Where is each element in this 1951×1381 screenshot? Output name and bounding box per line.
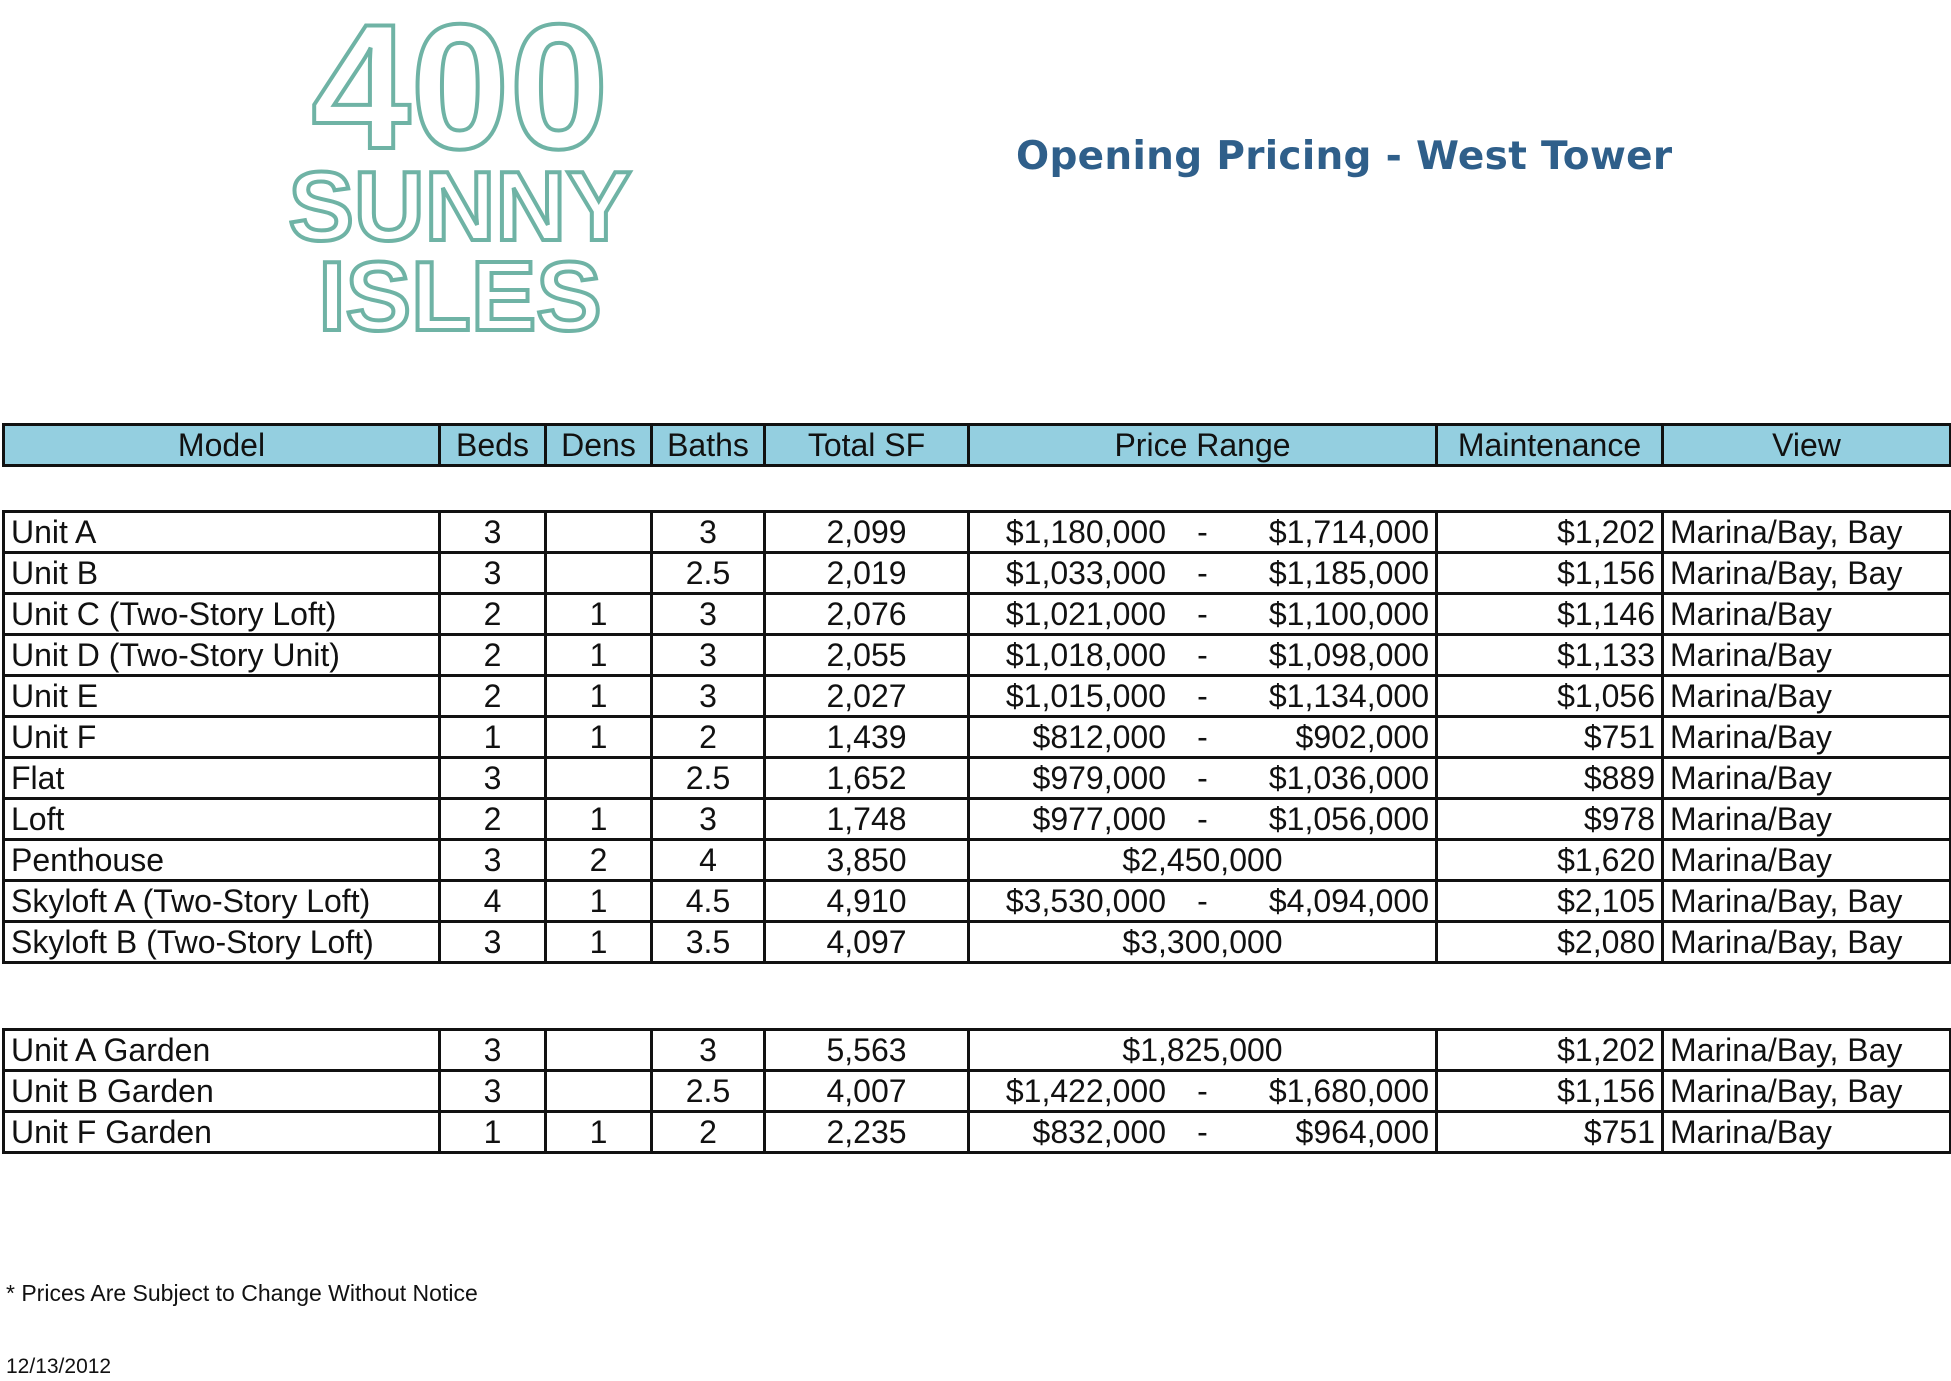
- table-row: [4, 1030, 1951, 1071]
- price-separator: -: [1197, 1072, 1208, 1109]
- cell-total-sf: 2,076: [765, 594, 969, 635]
- cell-beds: 2: [440, 676, 546, 717]
- table-row: [4, 717, 1951, 758]
- cell-maintenance: $2,080: [1437, 922, 1663, 963]
- price-min: $1,180,000: [1005, 513, 1166, 550]
- price-max: $902,000: [1295, 718, 1429, 755]
- cell-price-range: [969, 758, 1437, 799]
- table-row: [4, 799, 1951, 840]
- price-max: $4,094,000: [1268, 882, 1429, 919]
- cell-dens: 1: [546, 594, 652, 635]
- cell-baths: 4: [652, 840, 765, 881]
- page-title: Opening Pricing - West Tower: [1016, 134, 1673, 179]
- cell-baths: 2: [652, 717, 765, 758]
- price-min: $1,018,000: [1005, 636, 1166, 673]
- cell-dens: 1: [546, 635, 652, 676]
- cell-price-range: [969, 553, 1437, 594]
- cell-view: Marina/Bay, Bay: [1663, 1030, 1951, 1071]
- cell-total-sf: 2,235: [765, 1112, 969, 1153]
- table-row: [4, 594, 1951, 635]
- cell-beds: 1: [440, 1112, 546, 1153]
- price-max: $1,056,000: [1268, 800, 1429, 837]
- cell-dens: [546, 553, 652, 594]
- cell-total-sf: 4,097: [765, 922, 969, 963]
- header-price-range: Price Range: [969, 425, 1437, 466]
- cell-price-range: [969, 1112, 1437, 1153]
- cell-model: Unit F: [4, 717, 440, 758]
- cell-baths: 2: [652, 1112, 765, 1153]
- cell-dens: [546, 1071, 652, 1112]
- table-row: [4, 840, 1951, 881]
- cell-baths: 4.5: [652, 881, 765, 922]
- cell-price-range: [969, 840, 1437, 881]
- cell-view: Marina/Bay, Bay: [1663, 922, 1951, 963]
- date-stamp: 12/13/2012: [6, 1355, 112, 1378]
- cell-dens: [546, 1030, 652, 1071]
- logo-line-isles: ISLES: [318, 241, 602, 338]
- cell-total-sf: 2,055: [765, 635, 969, 676]
- header-dens: Dens: [546, 425, 652, 466]
- cell-baths: 3: [652, 799, 765, 840]
- price-min: $1,015,000: [1005, 677, 1166, 714]
- header-total-sf: Total SF: [765, 425, 969, 466]
- cell-dens: 1: [546, 717, 652, 758]
- cell-view: Marina/Bay: [1663, 840, 1951, 881]
- cell-maintenance: $1,620: [1437, 840, 1663, 881]
- price-separator: -: [1197, 1113, 1208, 1150]
- cell-model: Skyloft B (Two-Story Loft): [4, 922, 440, 963]
- price-separator: -: [1197, 595, 1208, 632]
- price-min: $1,021,000: [1005, 595, 1166, 632]
- cell-baths: 3: [652, 512, 765, 553]
- cell-beds: 3: [440, 922, 546, 963]
- price-min: $812,000: [1032, 718, 1166, 755]
- price-max: $964,000: [1295, 1113, 1429, 1150]
- price-min: $979,000: [1032, 759, 1166, 796]
- table-row: [4, 553, 1951, 594]
- cell-price-range: [969, 881, 1437, 922]
- cell-total-sf: 1,652: [765, 758, 969, 799]
- cell-price-range: [969, 635, 1437, 676]
- cell-price-range: [969, 1030, 1437, 1071]
- header-model: Model: [4, 425, 440, 466]
- price-separator: -: [1197, 554, 1208, 591]
- cell-dens: [546, 512, 652, 553]
- cell-price-range: [969, 676, 1437, 717]
- cell-total-sf: 1,439: [765, 717, 969, 758]
- table-row: [4, 512, 1951, 553]
- price-max: $1,100,000: [1268, 595, 1429, 632]
- cell-baths: 2.5: [652, 758, 765, 799]
- price-single: $3,300,000: [1122, 923, 1283, 960]
- cell-beds: 2: [440, 594, 546, 635]
- price-min: $3,530,000: [1005, 882, 1166, 919]
- cell-total-sf: 5,563: [765, 1030, 969, 1071]
- cell-total-sf: 2,099: [765, 512, 969, 553]
- cell-beds: 3: [440, 1030, 546, 1071]
- cell-maintenance: $1,202: [1437, 512, 1663, 553]
- cell-dens: 1: [546, 676, 652, 717]
- table-row: [4, 881, 1951, 922]
- price-max: $1,098,000: [1268, 636, 1429, 673]
- cell-total-sf: 2,027: [765, 676, 969, 717]
- cell-price-range: [969, 594, 1437, 635]
- cell-beds: 3: [440, 553, 546, 594]
- cell-price-range: [969, 717, 1437, 758]
- price-single: $1,825,000: [1122, 1031, 1283, 1068]
- column-header-row: [4, 425, 1951, 466]
- table-row: [4, 758, 1951, 799]
- cell-view: Marina/Bay: [1663, 799, 1951, 840]
- cell-dens: 1: [546, 1112, 652, 1153]
- cell-maintenance: $1,133: [1437, 635, 1663, 676]
- cell-beds: 3: [440, 758, 546, 799]
- cell-maintenance: $751: [1437, 717, 1663, 758]
- cell-model: Unit B: [4, 553, 440, 594]
- cell-total-sf: 4,910: [765, 881, 969, 922]
- cell-model: Penthouse: [4, 840, 440, 881]
- cell-beds: 3: [440, 1071, 546, 1112]
- cell-view: Marina/Bay, Bay: [1663, 553, 1951, 594]
- cell-baths: 3.5: [652, 922, 765, 963]
- price-min: $977,000: [1032, 800, 1166, 837]
- price-max: $1,185,000: [1268, 554, 1429, 591]
- cell-view: Marina/Bay: [1663, 758, 1951, 799]
- table-row: [4, 1112, 1951, 1153]
- price-separator: -: [1197, 718, 1208, 755]
- cell-beds: 2: [440, 799, 546, 840]
- table-row: [4, 635, 1951, 676]
- cell-baths: 3: [652, 594, 765, 635]
- garden-units-table: [2, 1028, 1951, 1154]
- cell-total-sf: 4,007: [765, 1071, 969, 1112]
- cell-baths: 2.5: [652, 1071, 765, 1112]
- price-min: $1,422,000: [1005, 1072, 1166, 1109]
- cell-view: Marina/Bay, Bay: [1663, 881, 1951, 922]
- cell-maintenance: $1,202: [1437, 1030, 1663, 1071]
- cell-dens: [546, 758, 652, 799]
- price-min: $832,000: [1032, 1113, 1166, 1150]
- cell-model: Unit B Garden: [4, 1071, 440, 1112]
- cell-model: Unit D (Two-Story Unit): [4, 635, 440, 676]
- cell-model: Unit F Garden: [4, 1112, 440, 1153]
- logo-400-sunny-isles: [284, 8, 644, 338]
- cell-price-range: [969, 1071, 1437, 1112]
- header-beds: Beds: [440, 425, 546, 466]
- cell-view: Marina/Bay: [1663, 717, 1951, 758]
- cell-price-range: [969, 922, 1437, 963]
- cell-baths: 2.5: [652, 553, 765, 594]
- logo-graphic: [284, 8, 644, 338]
- cell-maintenance: $1,156: [1437, 553, 1663, 594]
- cell-maintenance: $1,156: [1437, 1071, 1663, 1112]
- cell-dens: 1: [546, 799, 652, 840]
- cell-baths: 3: [652, 635, 765, 676]
- logo-line-400: 400: [311, 8, 609, 186]
- table-row: [4, 922, 1951, 963]
- column-header-table: [2, 423, 1951, 467]
- price-separator: -: [1197, 882, 1208, 919]
- price-separator: -: [1197, 677, 1208, 714]
- cell-view: Marina/Bay: [1663, 635, 1951, 676]
- header-view: View: [1663, 425, 1951, 466]
- price-separator: -: [1197, 513, 1208, 550]
- units-table: [2, 510, 1951, 964]
- price-max: $1,036,000: [1268, 759, 1429, 796]
- cell-price-range: [969, 799, 1437, 840]
- header-maintenance: Maintenance: [1437, 425, 1663, 466]
- cell-beds: 1: [440, 717, 546, 758]
- cell-beds: 2: [440, 635, 546, 676]
- logo-line-sunny: SUNNY: [288, 151, 632, 261]
- cell-view: Marina/Bay: [1663, 594, 1951, 635]
- price-max: $1,680,000: [1268, 1072, 1429, 1109]
- price-separator: -: [1197, 800, 1208, 837]
- table-row: [4, 676, 1951, 717]
- cell-baths: 3: [652, 1030, 765, 1071]
- cell-maintenance: $751: [1437, 1112, 1663, 1153]
- cell-dens: 1: [546, 881, 652, 922]
- cell-model: Flat: [4, 758, 440, 799]
- cell-maintenance: $978: [1437, 799, 1663, 840]
- price-separator: -: [1197, 636, 1208, 673]
- price-min: $1,033,000: [1005, 554, 1166, 591]
- cell-beds: 4: [440, 881, 546, 922]
- cell-view: Marina/Bay, Bay: [1663, 512, 1951, 553]
- cell-maintenance: $1,056: [1437, 676, 1663, 717]
- cell-dens: 1: [546, 922, 652, 963]
- cell-beds: 3: [440, 512, 546, 553]
- cell-total-sf: 1,748: [765, 799, 969, 840]
- cell-model: Unit C (Two-Story Loft): [4, 594, 440, 635]
- price-single: $2,450,000: [1122, 841, 1283, 878]
- price-max: $1,134,000: [1268, 677, 1429, 714]
- cell-model: Loft: [4, 799, 440, 840]
- price-max: $1,714,000: [1268, 513, 1429, 550]
- cell-maintenance: $889: [1437, 758, 1663, 799]
- cell-model: Unit A Garden: [4, 1030, 440, 1071]
- cell-maintenance: $1,146: [1437, 594, 1663, 635]
- cell-total-sf: 3,850: [765, 840, 969, 881]
- cell-baths: 3: [652, 676, 765, 717]
- cell-total-sf: 2,019: [765, 553, 969, 594]
- cell-price-range: [969, 512, 1437, 553]
- table-row: [4, 1071, 1951, 1112]
- cell-dens: 2: [546, 840, 652, 881]
- cell-beds: 3: [440, 840, 546, 881]
- cell-model: Unit A: [4, 512, 440, 553]
- cell-model: Unit E: [4, 676, 440, 717]
- cell-maintenance: $2,105: [1437, 881, 1663, 922]
- header-baths: Baths: [652, 425, 765, 466]
- cell-view: Marina/Bay: [1663, 1112, 1951, 1153]
- cell-model: Skyloft A (Two-Story Loft): [4, 881, 440, 922]
- cell-view: Marina/Bay, Bay: [1663, 1071, 1951, 1112]
- cell-view: Marina/Bay: [1663, 676, 1951, 717]
- footnote: * Prices Are Subject to Change Without Notice: [6, 1280, 478, 1306]
- price-separator: -: [1197, 759, 1208, 796]
